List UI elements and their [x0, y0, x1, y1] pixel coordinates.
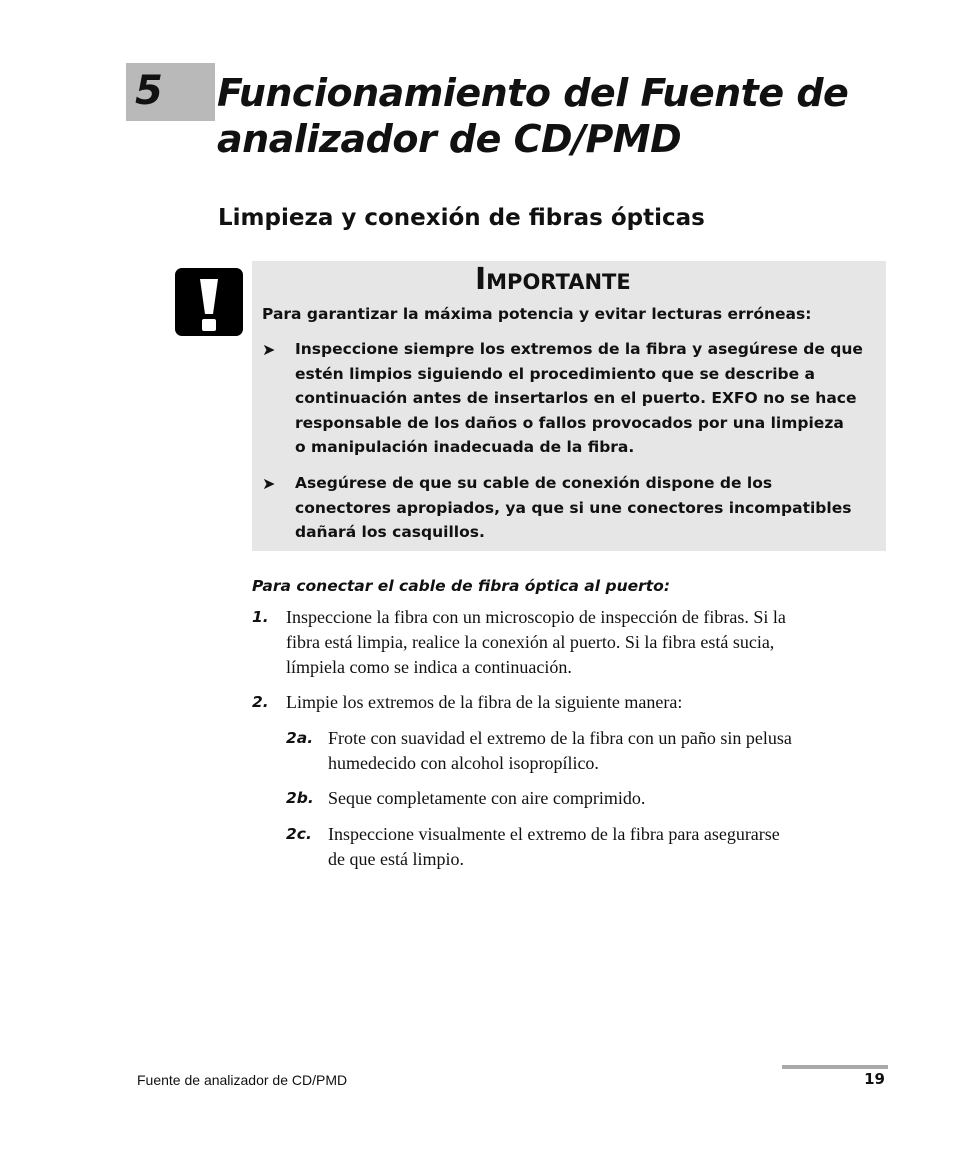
substep-line: humedecido con alcohol isopropílico.: [328, 753, 599, 773]
arrow-bullet-icon: ➤: [262, 474, 276, 493]
page-number: 19: [864, 1070, 885, 1088]
bullet-line: Asegúrese de que su cable de conexión dispone de los: [295, 474, 773, 492]
substep-number: 2c.: [286, 825, 312, 843]
chapter-number: 5: [135, 68, 163, 114]
section-title: Limpieza y conexión de fibras ópticas: [218, 205, 705, 231]
step-line: fibra está limpia, realice la conexión al puerto. Si la fibra está sucia,: [286, 632, 775, 652]
substep-number: 2b.: [286, 789, 314, 807]
step-line: límpiela como se indica a continuación.: [286, 657, 572, 677]
step-text: [286, 605, 786, 680]
important-intro: Para garantizar la máxima potencia y evitar lecturas erróneas:: [262, 305, 812, 323]
procedure-title: Para conectar el cable de fibra óptica al puerto:: [252, 577, 671, 595]
chapter-title-line: analizador de CD/PMD: [217, 117, 682, 161]
substep-text: [328, 726, 792, 776]
arrow-bullet-icon: ➤: [262, 340, 276, 359]
step-text: [286, 690, 682, 715]
substep-line: de que está limpio.: [328, 849, 464, 869]
important-title: Importante: [475, 262, 631, 297]
bullet-line: estén limpios siguiendo el procedimiento que se describe a: [295, 364, 816, 383]
substep-line: Inspeccione visualmente el extremo de la fibra para asegurarse: [328, 824, 780, 844]
chapter-title: [217, 70, 917, 162]
bullet-line: Inspeccione siempre los extremos de la fibra y asegúrese de que: [295, 340, 863, 358]
substep-text: [328, 822, 780, 872]
bullet-line: o manipulación inadecuada de la fibra.: [295, 438, 635, 456]
bullet-line: dañará los casquillos.: [295, 523, 485, 541]
step-number: 2.: [252, 693, 269, 711]
bullet-line: continuación antes de insertarlos en el puerto. EXFO no se hace: [295, 389, 857, 407]
step-line: Limpie los extremos de la fibra de la siguiente manera:: [286, 692, 683, 712]
step-number: 1.: [252, 608, 269, 626]
footer-title: Fuente de analizador de CD/PMD: [137, 1072, 348, 1088]
bullet-line: responsable de los daños o fallos provocados por una limpieza: [295, 413, 844, 432]
exclamation-icon: [175, 268, 243, 336]
substep-line: Seque completamente con aire comprimido.: [328, 788, 646, 808]
bullet-line: conectores apropiados, ya que si une conectores incompatibles: [295, 498, 852, 517]
chapter-title-line: Funcionamiento del Fuente de: [217, 71, 849, 115]
substep-number: 2a.: [286, 729, 314, 747]
substep-text: [328, 786, 645, 811]
step-line: Inspeccione la fibra con un microscopio de inspección de fibras. Si la: [286, 607, 786, 627]
substep-line: Frote con suavidad el extremo de la fibra con un paño sin pelusa: [328, 728, 792, 748]
bullet-text: [295, 471, 880, 545]
bullet-text: [295, 337, 880, 460]
